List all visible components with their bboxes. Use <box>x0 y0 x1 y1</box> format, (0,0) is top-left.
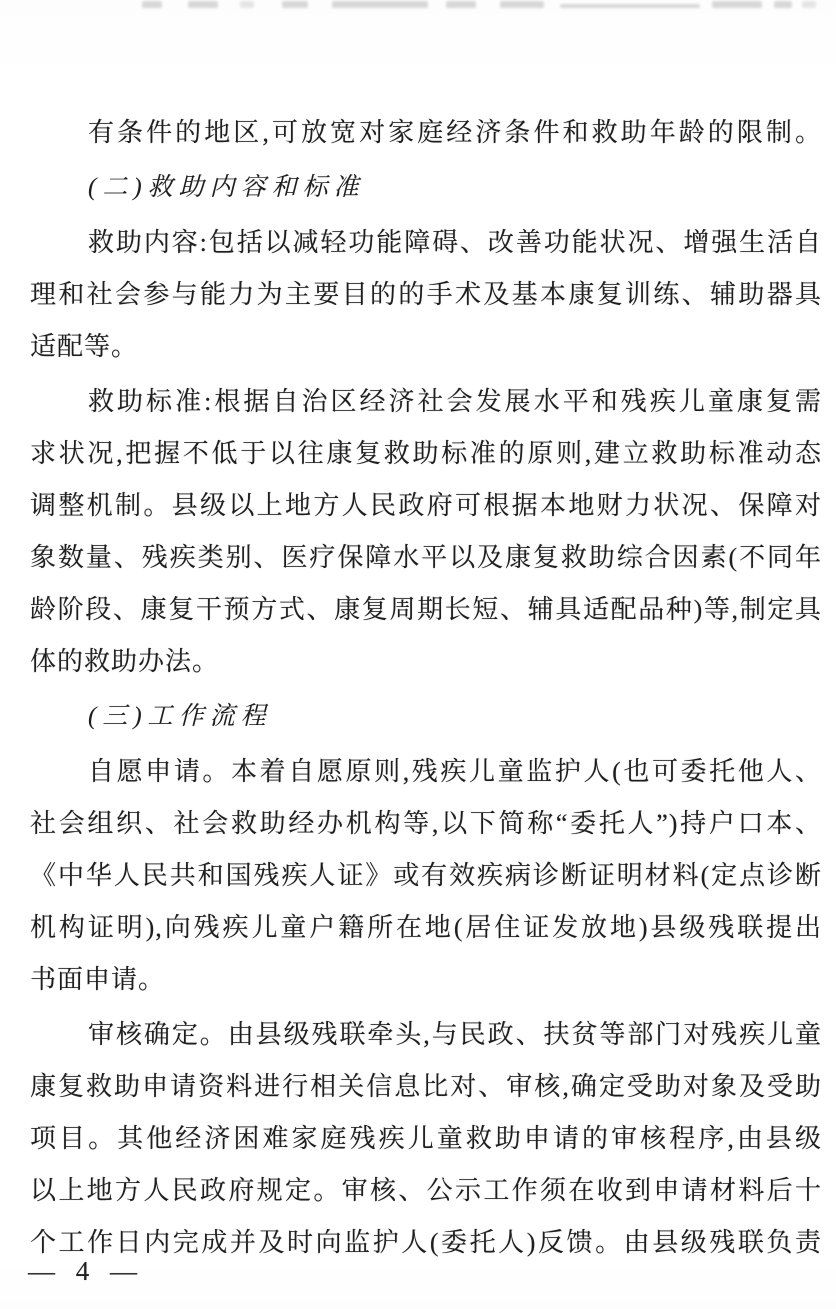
text-line: 救助标准:根据自治区经济社会发展水平和残疾儿童康复需 <box>88 387 822 416</box>
text-line: 求状况,把握不低于以往康复救助标准的原则,建立救助标准动态 <box>30 439 822 468</box>
remnant-mark <box>560 4 700 8</box>
text-line: 《中华人民共和国残疾人证》或有效疾病诊断证明材料(定点诊断 <box>30 861 822 890</box>
text-line: 救助内容:包括以减轻功能障碍、改善功能状况、增强生活自 <box>88 228 822 257</box>
previous-line-remnant <box>0 0 836 14</box>
document-body <box>30 104 822 1269</box>
text-line: 理和社会参与能力为主要目的的手术及基本康复训练、辅助器具 <box>30 280 822 309</box>
remnant-mark <box>240 1 254 8</box>
remnant-mark <box>774 1 792 8</box>
text-line: 象数量、残疾类别、医疗保障水平以及康复救助综合因素(不同年 <box>30 543 822 572</box>
remnant-mark <box>332 1 428 8</box>
text-line: 以上地方人民政府规定。审核、公示工作须在收到申请材料后十 <box>30 1176 822 1205</box>
remnant-mark <box>500 1 544 8</box>
text-line: 自愿申请。本着自愿原则,残疾儿童监护人(也可委托他人、 <box>88 757 822 786</box>
text-line: 适配等。 <box>30 332 139 361</box>
remnant-mark <box>142 1 162 8</box>
text-line: 个工作日内完成并及时向监护人(委托人)反馈。由县级残联负责 <box>30 1228 822 1257</box>
page-number: — 4 — <box>28 1256 144 1286</box>
text-line: 有条件的地区,可放宽对家庭经济条件和救助年龄的限制。 <box>88 118 822 147</box>
remnant-mark <box>188 1 218 8</box>
section-heading: (三)工作流程 <box>88 703 272 730</box>
text-line: 机构证明),向残疾儿童户籍所在地(居住证发放地)县级残联提出 <box>30 913 822 942</box>
text-line: 调整机制。县级以上地方人民政府可根据本地财力状况、保障对 <box>30 491 822 520</box>
text-line: 体的救助办法。 <box>30 647 220 676</box>
text-line: 审核确定。由县级残联牵头,与民政、扶贫等部门对残疾儿童 <box>88 1020 822 1049</box>
remnant-mark <box>282 1 308 8</box>
text-line: 康复救助申请资料进行相关信息比对、审核,确定受助对象及受助 <box>30 1072 822 1101</box>
text-line: 社会组织、社会救助经办机构等,以下简称“委托人”)持户口本、 <box>30 809 822 838</box>
text-line: 书面申请。 <box>30 965 166 994</box>
section-heading: (二)救助内容和标准 <box>88 174 365 201</box>
text-line: 项目。其他经济困难家庭残疾儿童救助申请的审核程序,由县级 <box>30 1124 822 1153</box>
text-line: 龄阶段、康复干预方式、康复周期长短、辅具适配品种)等,制定具 <box>30 595 822 624</box>
remnant-mark <box>446 1 476 8</box>
remnant-mark <box>712 1 762 8</box>
remnant-mark <box>802 1 816 8</box>
